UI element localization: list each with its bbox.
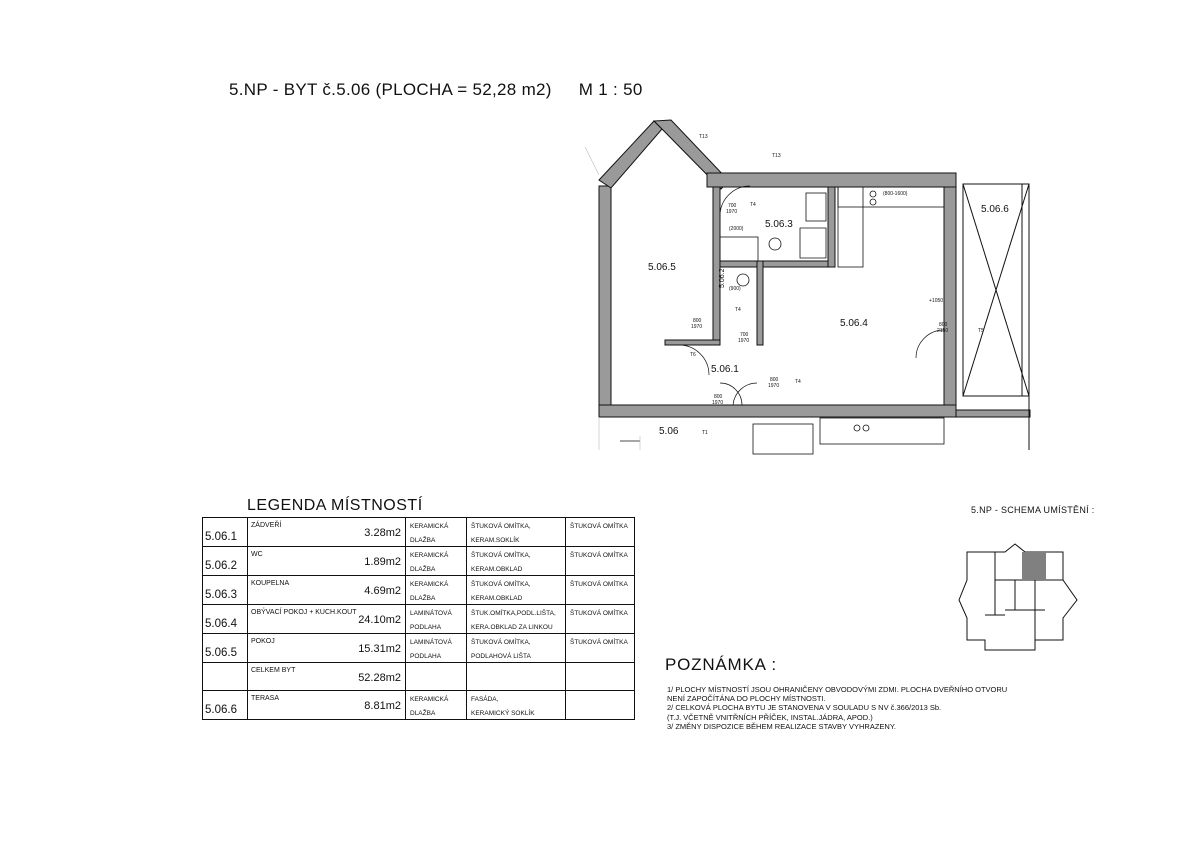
room-area: 1.89m2 bbox=[364, 556, 401, 568]
finish-text: ŠTUKOVÁ OMÍTKA bbox=[570, 639, 628, 646]
room-label: 5.06.2 bbox=[719, 268, 726, 288]
room-name-cell bbox=[248, 663, 406, 691]
finish-text: ŠTUKOVÁ OMÍTKA, bbox=[471, 552, 531, 559]
finish-text: KERAMICKÁ bbox=[410, 552, 449, 559]
finish-text: ŠTUK.OMÍTKA,PODL.LIŠTA, bbox=[471, 610, 556, 617]
wall-hall-north bbox=[665, 340, 720, 345]
finish-text: DLAŽBA bbox=[410, 537, 436, 544]
room-name: WC bbox=[251, 551, 263, 558]
room-name: TERASA bbox=[251, 695, 280, 702]
wall-bedroom-west bbox=[599, 186, 611, 410]
note-line: 2/ CELKOVÁ PLOCHA BYTU JE STANOVENA V SOULADU S NV č.366/2013 Sb. bbox=[667, 703, 942, 713]
legend-row bbox=[203, 691, 635, 720]
room-code: 5.06.4 bbox=[205, 618, 237, 630]
wall-finish-cell bbox=[467, 605, 566, 634]
room-code-cell bbox=[203, 547, 248, 576]
room-area: 24.10m2 bbox=[358, 614, 401, 626]
wall-finish-cell bbox=[467, 518, 566, 547]
door-label: 700 bbox=[740, 332, 749, 338]
wall-terrace bbox=[956, 410, 1030, 417]
ceiling-finish-cell bbox=[566, 547, 635, 576]
floor-finish-cell bbox=[406, 691, 467, 720]
ceiling-finish-cell bbox=[566, 605, 635, 634]
title-scale: M 1 : 50 bbox=[578, 80, 643, 99]
neighbor-label: 5.06 bbox=[659, 426, 679, 437]
location-schema bbox=[955, 540, 1085, 662]
room-name-cell bbox=[248, 634, 406, 663]
wall-east bbox=[944, 187, 956, 405]
legend-row bbox=[203, 576, 635, 605]
legend-row bbox=[203, 547, 635, 576]
wall-finish-cell bbox=[467, 634, 566, 663]
finish-text: DLAŽBA bbox=[410, 566, 436, 573]
floor-finish-cell bbox=[406, 605, 467, 634]
door-label: 800 bbox=[939, 322, 948, 328]
dim-label: (2000) bbox=[729, 226, 744, 232]
note-line: 1/ PLOCHY MÍSTNOSTÍ JSOU OHRANIČENY OBVODOVÝMI ZDMI. PLOCHA DVEŘNÍHO OTVORU bbox=[667, 685, 1008, 694]
room-code-cell bbox=[203, 518, 248, 547]
door-label: 800 bbox=[693, 318, 702, 324]
room-name-cell bbox=[248, 547, 406, 576]
room-code-cell bbox=[203, 663, 248, 691]
wall-finish-cell bbox=[467, 547, 566, 576]
schema-highlight bbox=[1022, 552, 1046, 580]
floor-finish-cell bbox=[406, 663, 467, 691]
door-label: 1970 bbox=[738, 338, 750, 344]
finish-text: PODLAHA bbox=[410, 624, 442, 631]
wall-south bbox=[599, 405, 956, 417]
room-label: 5.06.4 bbox=[840, 318, 868, 329]
room-code-cell bbox=[203, 605, 248, 634]
floor-finish-cell bbox=[406, 547, 467, 576]
room-label: 5.06.5 bbox=[648, 262, 676, 273]
finish-text: KERA.OBKLAD ZA LINKOU bbox=[471, 624, 553, 631]
room-label: 5.06.6 bbox=[981, 204, 1009, 215]
room-name: ZÁDVEŘÍ bbox=[251, 522, 282, 529]
finish-text: KERAMICKÁ bbox=[410, 523, 449, 530]
legend-row bbox=[203, 663, 635, 691]
finish-text: ŠTUKOVÁ OMÍTKA bbox=[570, 523, 628, 530]
legend-row bbox=[203, 605, 635, 634]
room-area: 3.28m2 bbox=[364, 527, 401, 539]
room-code-cell bbox=[203, 576, 248, 605]
finish-text: ŠTUKOVÁ OMÍTKA bbox=[570, 610, 628, 617]
room-code-cell bbox=[203, 634, 248, 663]
door-tag: T5 bbox=[978, 328, 984, 334]
door-tag: T4 bbox=[795, 379, 801, 385]
finish-text: LAMINÁTOVÁ bbox=[410, 639, 452, 646]
finish-text: KERAMICKÁ bbox=[410, 696, 449, 703]
room-label: 5.06.1 bbox=[711, 364, 739, 375]
finish-text: ŠTUKOVÁ OMÍTKA, bbox=[471, 581, 531, 588]
door-label: 700 bbox=[728, 203, 737, 209]
finish-text: KERAMICKÁ bbox=[410, 581, 449, 588]
door-label: 800 bbox=[770, 377, 779, 383]
wall-wc-east bbox=[757, 261, 763, 345]
door-tag: T1 bbox=[702, 430, 708, 436]
floor-finish-cell bbox=[406, 518, 467, 547]
door-label: 2150 bbox=[937, 328, 949, 334]
door-tag: T4 bbox=[750, 202, 756, 208]
room-code-cell bbox=[203, 691, 248, 720]
note-line: NENÍ ZAPOČÍTÁNA DO PLOCHY MÍSTNOSTI. bbox=[667, 694, 826, 704]
wall-bath-east bbox=[828, 187, 835, 267]
ceiling-finish-cell bbox=[566, 634, 635, 663]
title-main: 5.NP - BYT č.5.06 (PLOCHA = 52,28 m2) bbox=[229, 80, 552, 99]
finish-text: PODLAHA bbox=[410, 653, 442, 660]
room-area: 4.69m2 bbox=[364, 585, 401, 597]
room-code: 5.06.6 bbox=[205, 704, 237, 716]
door-tag: T6 bbox=[690, 352, 696, 358]
room-name-cell bbox=[248, 576, 406, 605]
legend-row bbox=[203, 634, 635, 663]
dim-label: +1050 bbox=[929, 298, 944, 304]
finish-text: PODLAHOVÁ LIŠTA bbox=[471, 653, 531, 660]
door-tag: T4 bbox=[735, 307, 741, 313]
room-code: 5.06.2 bbox=[205, 560, 237, 572]
room-area: 52.28m2 bbox=[358, 672, 401, 684]
door-label: 1970 bbox=[726, 209, 738, 215]
schema-title: 5.NP - SCHEMA UMÍSTĚNÍ : bbox=[971, 505, 1095, 515]
room-name-cell bbox=[248, 691, 406, 720]
door-labels bbox=[691, 203, 948, 406]
floor-finish-cell bbox=[406, 634, 467, 663]
note-line: (T.J. VČETNĚ VNITŘNÍCH PŘÍČEK, INSTAL.JÁDRA, APOD.) bbox=[667, 712, 873, 722]
dim-label: (900) bbox=[729, 286, 741, 292]
finish-text: LAMINÁTOVÁ bbox=[410, 610, 452, 617]
wall-finish-cell bbox=[467, 691, 566, 720]
door-label: 800 bbox=[714, 394, 723, 400]
room-code: 5.06.5 bbox=[205, 647, 237, 659]
finish-text: DLAŽBA bbox=[410, 710, 436, 717]
wall-north bbox=[707, 173, 956, 187]
door-label: 1970 bbox=[768, 383, 780, 389]
wall-finish-cell bbox=[467, 663, 566, 691]
room-code: 5.06.1 bbox=[205, 531, 237, 543]
room-area: 8.81m2 bbox=[364, 700, 401, 712]
finish-text: KERAM.SOKLÍK bbox=[471, 537, 520, 544]
ceiling-finish-cell bbox=[566, 518, 635, 547]
room-legend-table bbox=[202, 517, 635, 720]
room-code: 5.06.3 bbox=[205, 589, 237, 601]
finish-text: KERAM.OBKLAD bbox=[471, 566, 523, 573]
room-area: 15.31m2 bbox=[358, 643, 401, 655]
finish-text: DLAŽBA bbox=[410, 595, 436, 602]
note-title: POZNÁMKA : bbox=[665, 655, 777, 674]
dim-label: (800-1600) bbox=[883, 191, 908, 197]
finish-text: ŠTUKOVÁ OMÍTKA bbox=[570, 552, 628, 559]
wall-bath-south bbox=[720, 261, 833, 267]
finish-text: ŠTUKOVÁ OMÍTKA, bbox=[471, 523, 531, 530]
wall-bedroom-nw bbox=[599, 121, 662, 188]
room-name-cell bbox=[248, 605, 406, 634]
room-name: OBÝVACÍ POKOJ + KUCH.KOUT bbox=[251, 609, 357, 616]
schema-outline bbox=[959, 544, 1077, 650]
finish-text: ŠTUKOVÁ OMÍTKA, bbox=[471, 639, 531, 646]
legend-title: LEGENDA MÍSTNOSTÍ bbox=[247, 497, 423, 514]
finish-text: KERAM.OBKLAD bbox=[471, 595, 523, 602]
finish-text: ŠTUKOVÁ OMÍTKA bbox=[570, 581, 628, 588]
finish-text: KERAMICKÝ SOKLÍK bbox=[471, 710, 535, 717]
notes-list bbox=[667, 685, 1007, 731]
ceiling-finish-cell bbox=[566, 691, 635, 720]
room-name: POKOJ bbox=[251, 638, 275, 645]
window-tag: T13 bbox=[699, 134, 708, 140]
legend-row bbox=[203, 518, 635, 547]
wall-finish-cell bbox=[467, 576, 566, 605]
wall-core-west bbox=[713, 187, 720, 340]
ceiling-finish-cell bbox=[566, 576, 635, 605]
door-label: 1970 bbox=[691, 324, 703, 330]
ceiling-finish-cell bbox=[566, 663, 635, 691]
room-label: 5.06.3 bbox=[765, 219, 793, 230]
room-name: KOUPELNA bbox=[251, 580, 290, 587]
finish-text: FASÁDA, bbox=[471, 696, 499, 703]
room-name: CELKEM BYT bbox=[251, 667, 296, 674]
window-tag: T13 bbox=[772, 153, 781, 159]
note-line: 3/ ZMĚNY DISPOZICE BĚHEM REALIZACE STAVBY VYHRAZENY. bbox=[667, 721, 896, 731]
floor-finish-cell bbox=[406, 576, 467, 605]
room-name-cell bbox=[248, 518, 406, 547]
door-label: 1970 bbox=[712, 400, 724, 406]
